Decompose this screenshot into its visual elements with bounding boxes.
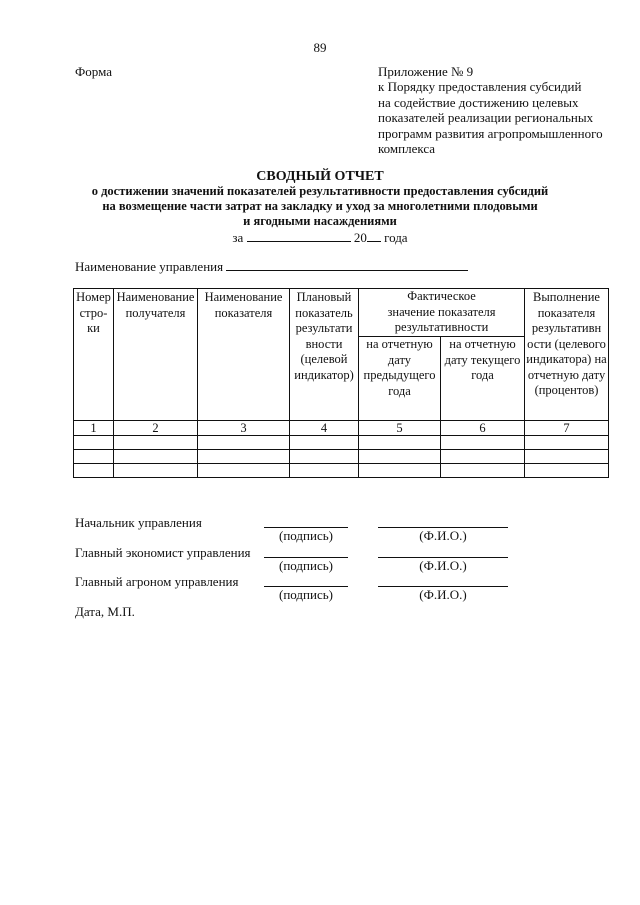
period-blank (247, 230, 351, 242)
table-cell (359, 450, 441, 464)
table-cell (198, 464, 290, 478)
column-number: 1 (74, 421, 114, 436)
date-stamp: Дата, М.П. (75, 604, 135, 619)
appendix-line: на содействие достижению целевых (378, 94, 579, 110)
appendix-line: к Порядку предоставления субсидий (378, 79, 582, 95)
column-number: 4 (290, 421, 359, 436)
table-cell (114, 436, 198, 450)
header-indicator: Наименование показателя (198, 289, 290, 421)
table-cell (198, 436, 290, 450)
table-cell (290, 464, 359, 478)
column-number: 7 (525, 421, 609, 436)
header-fulfillment: Выполнение показателя результативн ости (целевого индикатора) на отчетную дату (процентов) (525, 289, 609, 421)
column-number: 6 (441, 421, 525, 436)
column-number: 3 (198, 421, 290, 436)
table-cell (114, 464, 198, 478)
table-row (74, 464, 609, 478)
header-recipient: Наименование получателя (114, 289, 198, 421)
header-actual-group: Фактическое значение показателя результативности (359, 289, 525, 337)
period-suffix: года (384, 230, 408, 245)
appendix-line: показателей реализации региональных (378, 110, 594, 126)
table-cell (525, 464, 609, 478)
table-cell (359, 436, 441, 450)
table-cell (74, 450, 114, 464)
table-cell (74, 436, 114, 450)
management-label: Наименование управления (75, 259, 224, 274)
table-cell (114, 450, 198, 464)
subtitle-line: о достижении значений показателей результативности предоставления субсидий (91, 184, 549, 198)
form-label: Форма (75, 64, 112, 79)
subtitle-line: и ягодными насаждениями (243, 214, 397, 228)
appendix-line: программ развития агропромышленного (378, 125, 603, 141)
table-cell (290, 450, 359, 464)
table-cell (441, 436, 525, 450)
name-caption: (Ф.И.О.) (419, 587, 467, 602)
appendix-block (378, 64, 618, 156)
year-blank (367, 230, 381, 242)
table-row (74, 450, 609, 464)
subtitle-line: на возмещение части затрат на закладку и уход за многолетними плодовыми (102, 199, 538, 213)
header-actual-prev: на отчетную дату предыдущего года (359, 337, 441, 421)
report-title: СВОДНЫЙ ОТЧЕТ (256, 169, 384, 184)
table-cell (525, 436, 609, 450)
table-cell (441, 464, 525, 478)
signature-role: Главный экономист управления (75, 545, 251, 560)
management-name-row (75, 259, 468, 275)
table-cell (290, 436, 359, 450)
appendix-line: Приложение № 9 (378, 64, 474, 79)
header-row-number: Номер стро- ки (74, 289, 114, 421)
column-numbers-row (74, 421, 609, 436)
report-table (73, 288, 609, 478)
period-year-prefix: 20 (353, 230, 367, 245)
name-caption: (Ф.И.О.) (419, 528, 467, 543)
signature-caption: (подпись) (279, 558, 333, 573)
table-row (74, 436, 609, 450)
header-actual-curr: на отчетную дату текущего года (441, 337, 525, 421)
table-cell (525, 450, 609, 464)
management-blank (226, 259, 468, 271)
table-cell (359, 464, 441, 478)
column-number: 2 (114, 421, 198, 436)
table-cell (74, 464, 114, 478)
appendix-line: комплекса (378, 141, 436, 157)
signature-role: Начальник управления (75, 515, 202, 530)
column-number: 5 (359, 421, 441, 436)
table-cell (198, 450, 290, 464)
name-caption: (Ф.И.О.) (419, 558, 467, 573)
period-prefix: за (232, 230, 244, 245)
report-period (0, 230, 640, 246)
signature-caption: (подпись) (279, 587, 333, 602)
signature-caption: (подпись) (279, 528, 333, 543)
signature-role: Главный агроном управления (75, 574, 239, 589)
table-cell (441, 450, 525, 464)
page-number: 89 (313, 40, 327, 55)
report-subtitle (80, 184, 560, 229)
header-planned: Плановый показатель результати вности (целевой индикатор) (290, 289, 359, 421)
